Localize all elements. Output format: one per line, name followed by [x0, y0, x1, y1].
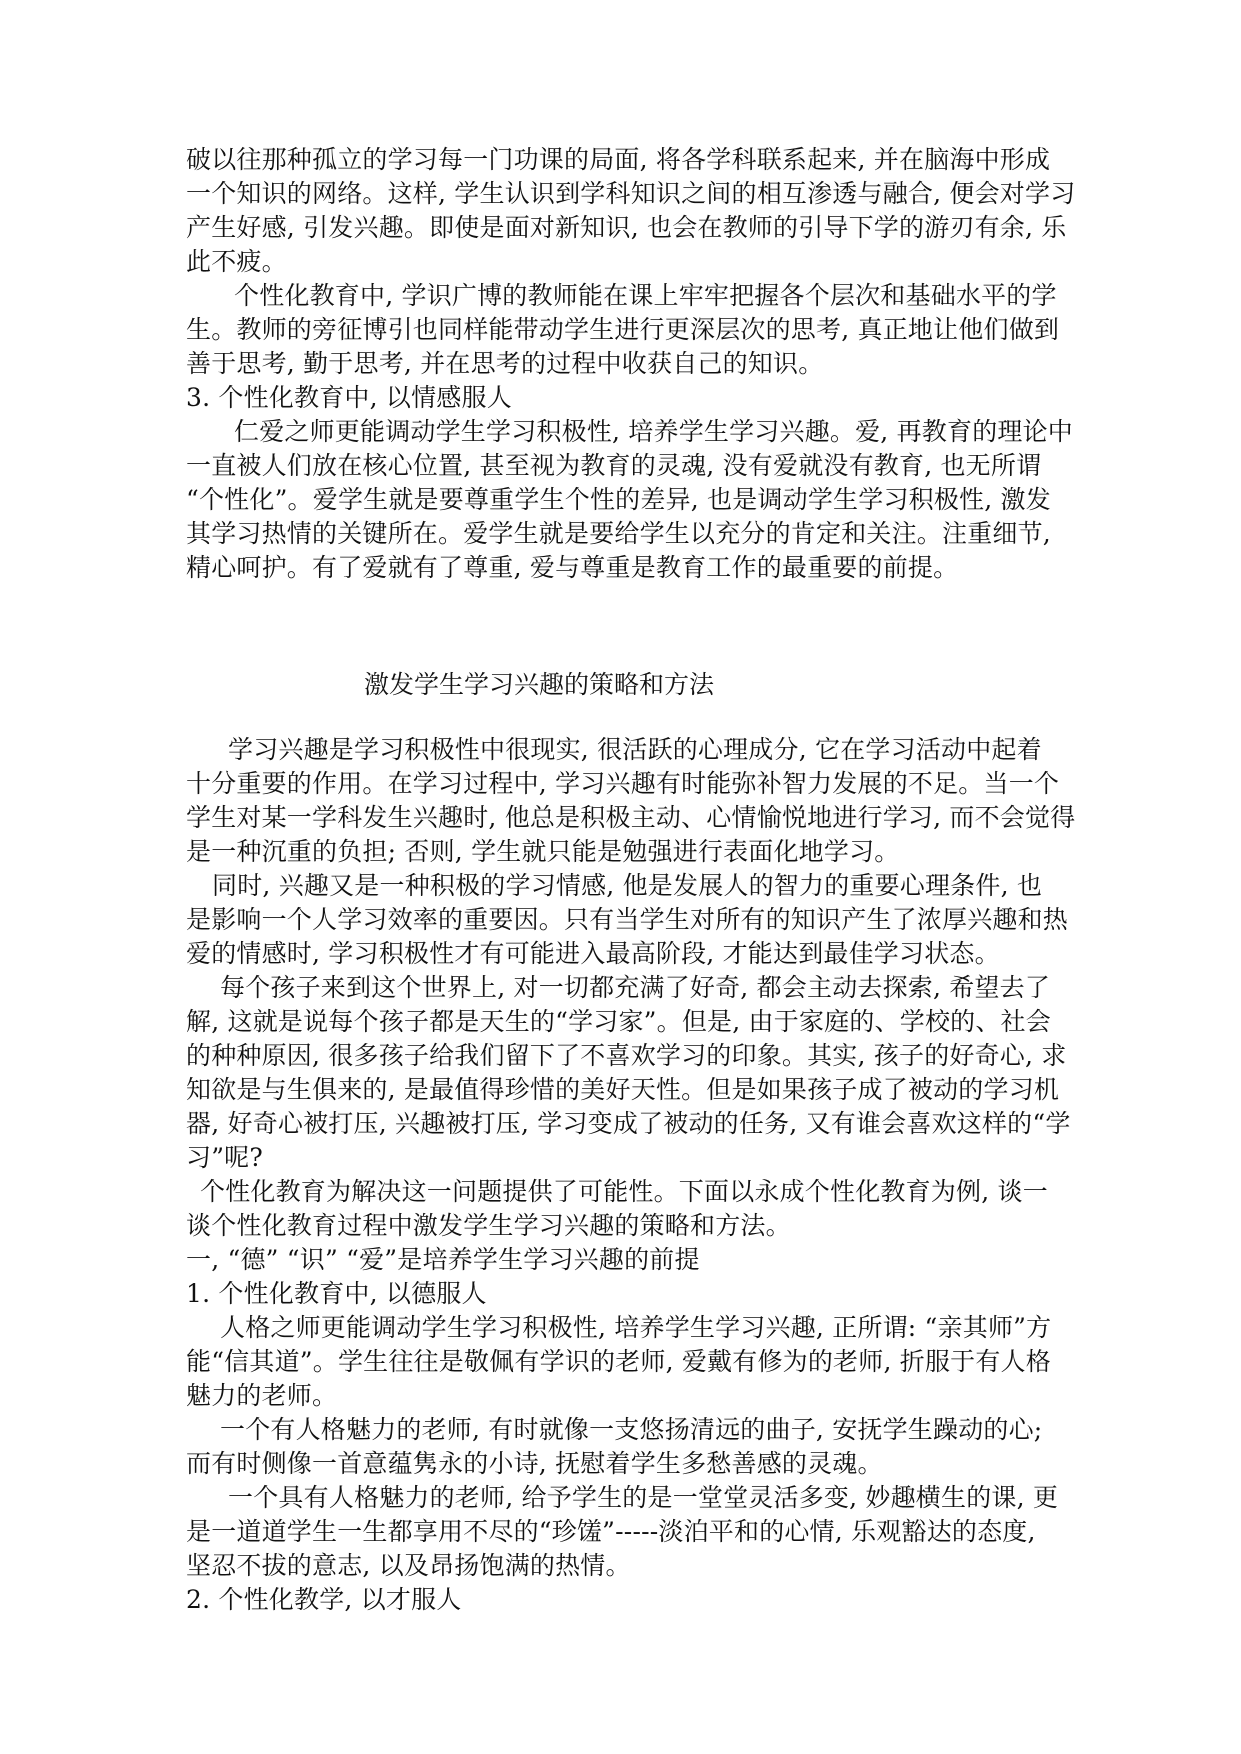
article-title: 激发学生学习兴趣的策略和方法 [364, 670, 715, 699]
paragraph-line: 产生好感, 引发兴趣。即使是面对新知识, 也会在教师的引导下学的游刃有余, 乐 [186, 213, 1067, 242]
paragraph-line: 知欲是与生俱来的, 是最值得珍惜的美好天性。但是如果孩子成了被动的学习机 [186, 1075, 1060, 1104]
paragraph-line: 魅力的老师。 [186, 1381, 338, 1410]
paragraph-line: 精心呵护。有了爱就有了尊重, 爱与尊重是教育工作的最重要的前提。 [186, 553, 959, 582]
paragraph-line: 每个孩子来到这个世界上, 对一切都充满了好奇, 都会主动去探索, 希望去了 [220, 973, 1051, 1002]
paragraph-line: 善于思考, 勤于思考, 并在思考的过程中收获自己的知识。 [186, 349, 824, 378]
paragraph-line: 仁爱之师更能调动学生学习积极性, 培养学生学习兴趣。爱, 再教育的理论中 [234, 417, 1073, 446]
section-heading: 2. 个性化教学, 以才服人 [186, 1585, 462, 1614]
paragraph-line: 个性化教育为解决这一问题提供了可能性。下面以永成个性化教育为例, 谈一 [200, 1177, 1048, 1206]
paragraph-line: 学习兴趣是学习积极性中很现实, 很活跃的心理成分, 它在学习活动中起着 [228, 735, 1042, 764]
paragraph-line: 学生对某一学科发生兴趣时, 他总是积极主动、心情愉悦地进行学习, 而不会觉得 [186, 803, 1076, 832]
paragraph-line: 此不疲。 [186, 247, 287, 276]
paragraph-line: 是影响一个人学习效率的重要因。只有当学生对所有的知识产生了浓厚兴趣和热 [186, 905, 1069, 934]
section-heading: 1. 个性化教育中, 以德服人 [186, 1279, 487, 1308]
paragraph-line: 而有时侧像一首意蕴隽永的小诗, 抚慰着学生多愁善感的灵魂。 [186, 1449, 883, 1478]
paragraph-line: 爱的情感时, 学习积极性才有可能进入最高阶段, 才能达到最佳学习状态。 [186, 939, 1000, 968]
paragraph-line: 谈个性化教育过程中激发学生学习兴趣的策略和方法。 [186, 1211, 791, 1240]
paragraph-line: 一直被人们放在核心位置, 甚至视为教育的灵魂, 没有爱就没有教育, 也无所谓 [186, 451, 1042, 480]
paragraph-line: 一个知识的网络。这样, 学生认识到学科知识之间的相互渗透与融合, 便会对学习 [186, 179, 1076, 208]
paragraph-line: 是一种沉重的负担; 否则, 学生就只能是勉强进行表面化地学习。 [186, 837, 900, 866]
paragraph-line: 十分重要的作用。在学习过程中, 学习兴趣有时能弥补智力发展的不足。当一个 [186, 769, 1060, 798]
section-heading: 3. 个性化教育中, 以情感服人 [186, 383, 512, 412]
paragraph-line: 同时, 兴趣又是一种积极的学习情感, 他是发展人的智力的重要心理条件, 也 [212, 871, 1043, 900]
paragraph-line: 能“信其道”。学生往往是敬佩有学识的老师, 爱戴有修为的老师, 折服于有人格 [186, 1347, 1051, 1376]
paragraph-line: 解, 这就是说每个孩子都是天生的“学习家”。但是, 由于家庭的、学校的、社会 [186, 1007, 1051, 1036]
paragraph-line: 一个具有人格魅力的老师, 给予学生的是一堂堂灵活多变, 妙趣横生的课, 更 [228, 1483, 1059, 1512]
paragraph-line: 其学习热情的关键所在。爱学生就是要给学生以充分的肯定和关注。注重细节, [186, 519, 1051, 548]
paragraph-line: 生。教师的旁征博引也同样能带动学生进行更深层次的思考, 真正地让他们做到 [186, 315, 1060, 344]
paragraph-line: 器, 好奇心被打压, 兴趣被打压, 学习变成了被动的任务, 又有谁会喜欢这样的“学 [186, 1109, 1071, 1138]
paragraph-line: 坚忍不拔的意志, 以及昂扬饱满的热情。 [186, 1551, 631, 1580]
paragraph-line: “个性化”。爱学生就是要尊重学生个性的差异, 也是调动学生学习积极性, 激发 [186, 485, 1051, 514]
paragraph-line: 个性化教育中, 学识广博的教师能在课上牢牢把握各个层次和基础水平的学 [234, 281, 1057, 310]
paragraph-line: 破以往那种孤立的学习每一门功课的局面, 将各学科联系起来, 并在脑海中形成 [186, 145, 1051, 174]
paragraph-line: 习”呢? [186, 1143, 263, 1172]
paragraph-line: 一个有人格魅力的老师, 有时就像一支悠扬清远的曲子, 安抚学生躁动的心; [220, 1415, 1043, 1444]
section-heading: 一, “德” “识” “爱”是培养学生学习兴趣的前提 [186, 1245, 700, 1274]
paragraph-line: 的种种原因, 很多孩子给我们留下了不喜欢学习的印象。其实, 孩子的好奇心, 求 [186, 1041, 1067, 1070]
paragraph-line: 人格之师更能调动学生学习积极性, 培养学生学习兴趣, 正所谓: “亲其师”方 [220, 1313, 1052, 1342]
paragraph-line: 是一道道学生一生都享用不尽的“珍馐”-----淡泊平和的心情, 乐观豁达的态度, [186, 1517, 1036, 1546]
